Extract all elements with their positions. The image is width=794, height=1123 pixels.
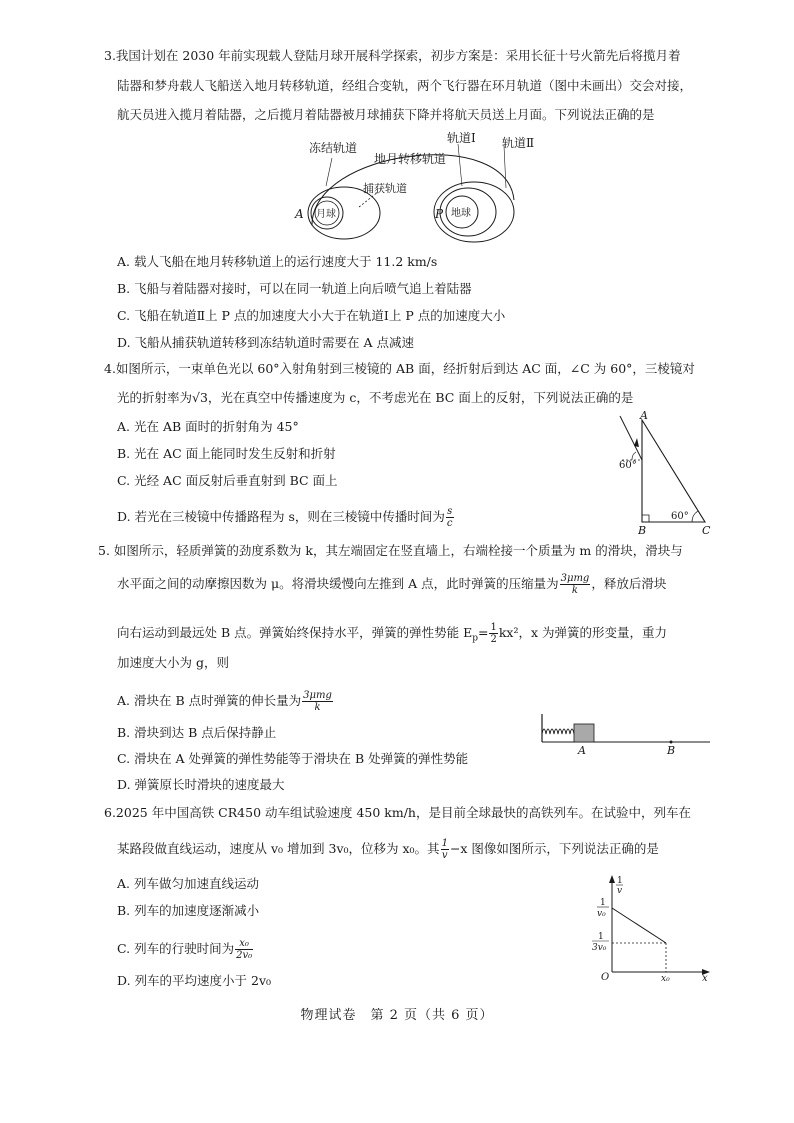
y-axis-label-num: 1: [617, 876, 623, 886]
label-orbit2: 轨道Ⅱ: [502, 136, 535, 150]
fraction-denominator: 2: [490, 634, 497, 645]
q6-line2-text: 某路段做直线运动，速度从 v₀ 增加到 3v₀，位移为 x₀。其: [117, 841, 440, 856]
inverse-v-fraction: [441, 838, 449, 861]
q5-option-b: B. 滑块到达 B 点后保持静止: [117, 725, 277, 740]
q5-line4: 加速度大小为 g，则: [117, 655, 229, 670]
page-footer: 物理试卷 第 2 页（共 6 页）: [300, 1008, 494, 1023]
q5-line3-suffix: kx²，x 为弹簧的形变量，重力: [498, 625, 668, 640]
q5-option-a-text: A. 滑块在 B 点时弹簧的伸长量为: [117, 693, 302, 708]
q6-option-c-fraction: [235, 938, 253, 961]
label-capture-orbit: 捕获轨道: [363, 182, 407, 195]
fraction-denominator: c: [446, 518, 453, 529]
fraction-numerator: s: [447, 506, 453, 517]
prism-diagram: [610, 410, 720, 535]
spring: [542, 729, 574, 734]
q4-line2: 光的折射率为√3，光在真空中传播速度为 c，不考虑光在 BC 面上的反射，下列说法正确的是: [117, 390, 634, 405]
q3-line1: 3.我国计划在 2030 年前实现载人登陆月球开展科学探索，初步方案是：采用长征十号火箭先后将揽月着: [104, 48, 681, 63]
slider-block: [574, 724, 594, 742]
point-B: B: [667, 744, 676, 757]
ep-subscript: p: [472, 633, 478, 644]
origin-label: O: [601, 972, 610, 983]
q3-option-c: C. 飞船在轨道Ⅱ上 P 点的加速度大小大于在轨道Ⅰ上 P 点的加速度大小: [117, 308, 506, 323]
q6-option-c: [117, 938, 254, 961]
label-orbit1: 轨道Ⅰ: [447, 131, 476, 145]
q3-line3: 航天员进入揽月着陆器，之后揽月着陆器被月球捕获下降并将航天员送上月面。下列说法正确的是: [117, 107, 655, 122]
vertex-C: C: [702, 524, 711, 537]
fraction-numerator: 1: [490, 622, 497, 633]
q3-option-d: D. 飞船从捕获轨道转移到冻结轨道时需要在 A 点减速: [117, 335, 414, 350]
tick-1-over-v0-num: 1: [600, 898, 606, 908]
q5-line2-text: 水平面之间的动摩擦因数为 μ。将滑块缓慢向左推到 A 点，此时弹簧的压缩量为: [117, 576, 559, 591]
q4-option-c: C. 光经 AC 面反射后垂直射到 BC 面上: [117, 473, 338, 488]
q5-option-c: C. 滑块在 A 处弹簧的弹性势能等于滑块在 B 处弹簧的弹性势能: [117, 751, 469, 766]
q5-compression-fraction: [560, 573, 591, 596]
point-P: P: [435, 207, 444, 221]
q5-line3: [117, 622, 667, 648]
y-axis-label-den: v: [617, 886, 623, 896]
q4-option-b: B. 光在 AC 面上能同时发生反射和折射: [117, 446, 336, 461]
angle-c-label: 60°: [671, 511, 689, 522]
q6-option-a: A. 列车做匀加速直线运动: [117, 876, 259, 891]
leader-orbit1: [458, 144, 462, 186]
fraction-denominator: k: [571, 585, 578, 596]
point-A: A: [295, 207, 304, 221]
orbit-diagram: [292, 130, 535, 240]
q5-option-d: D. 弹簧原长时滑块的速度最大: [117, 777, 285, 792]
vertex-A: A: [640, 409, 648, 422]
tick-1-over-v0-den: v₀: [597, 909, 606, 919]
tick-1-over-3v0-den: 3v₀: [592, 943, 607, 953]
q6-line2: [117, 838, 659, 861]
q5-line2-suffix: ，释放后滑块: [591, 576, 667, 591]
q6-line1: 6.2025 年中国高铁 CR450 动车组试验速度 450 km/h，是目前全球最快的高铁列车。在试验中，列车在: [104, 805, 691, 820]
label-transfer-orbit: 地月转移轨道: [374, 152, 447, 166]
q6-option-c-text: C. 列车的行驶时间为: [117, 941, 235, 956]
fraction-numerator: 3μmg: [560, 573, 590, 584]
leader-freeze: [326, 158, 332, 186]
fraction-denominator: v: [441, 850, 448, 861]
q5-line3-text: 向右运动到最远处 B 点。弹簧始终保持水平，弹簧的弹性势能 E: [117, 625, 473, 640]
q3-line2: 陆器和梦舟载人飞船送入地月转移轨道，经组合变轨，两个飞行器在环月轨道（图中未画出）交会对接，: [117, 78, 693, 93]
vertex-B: B: [638, 524, 647, 537]
q6-option-b: B. 列车的加速度逐渐减小: [117, 903, 260, 918]
fraction-numerator: x₀: [235, 938, 253, 950]
label-earth: 地球: [451, 208, 471, 219]
x-axis-label: x: [702, 973, 708, 984]
q3-option-a: A. 载人飞船在地月转移轨道上的运行速度大于 11.2 km/s: [117, 254, 438, 269]
fraction-numerator: 1: [441, 838, 448, 849]
q6-line2-suffix: −x 图像如图所示，下列说法正确的是: [449, 841, 659, 856]
x0-label: x₀: [661, 974, 670, 984]
q5-option-a-fraction: [302, 690, 333, 713]
spring-block-diagram: [538, 712, 713, 757]
ray-arrowhead: [634, 438, 639, 447]
q5-line1: 5. 如图所示，轻质弹簧的劲度系数为 k，其左端固定在竖直墙上，右端栓接一个质量为 m 的滑块，滑块与: [98, 543, 683, 558]
angle-arc-c: [692, 511, 698, 522]
q3-option-b: B. 飞船与着陆器对接时，可以在同一轨道上向后喷气追上着陆器: [117, 281, 472, 296]
prism-triangle: [642, 420, 705, 522]
q4-option-d-fraction: [446, 506, 454, 529]
q5-line2: [117, 573, 666, 596]
y-axis-arrow: [609, 875, 615, 883]
ep-equals: =: [478, 625, 489, 640]
graph-line: [612, 908, 666, 943]
q5-option-a: [117, 690, 334, 713]
fraction-numerator: 3μmg: [303, 690, 332, 701]
label-moon: 月球: [316, 209, 336, 220]
label-freeze-orbit: 冻结轨道: [309, 141, 358, 155]
inverse-v-x-graph: [590, 872, 720, 982]
q4-option-a: A. 光在 AB 面时的折射角为 45°: [117, 419, 299, 434]
q6-option-d: D. 列车的平均速度小于 2v₀: [117, 973, 272, 988]
incident-ray: [620, 416, 642, 460]
q4-line1: 4.如图所示，一束单色光以 60°入射角射到三棱镜的 AB 面，经折射后到达 AC 面，∠C 为 60°，三棱镜对: [104, 361, 695, 376]
half-fraction: [489, 622, 497, 645]
point-A: A: [578, 744, 586, 757]
leader-orbit2: [504, 146, 506, 188]
q4-option-d: [117, 506, 455, 529]
fraction-denominator: 2v₀: [236, 950, 253, 961]
q4-option-d-text: D. 若光在三棱镜中传播路程为 s，则在三棱镜中传播时间为: [117, 509, 445, 524]
angle-arc-incident: [632, 452, 636, 460]
fraction-denominator: k: [314, 702, 321, 713]
tick-1-over-3v0-num: 1: [598, 932, 604, 942]
right-angle-mark: [642, 515, 649, 522]
angle-incident-label: 60°: [619, 460, 637, 471]
